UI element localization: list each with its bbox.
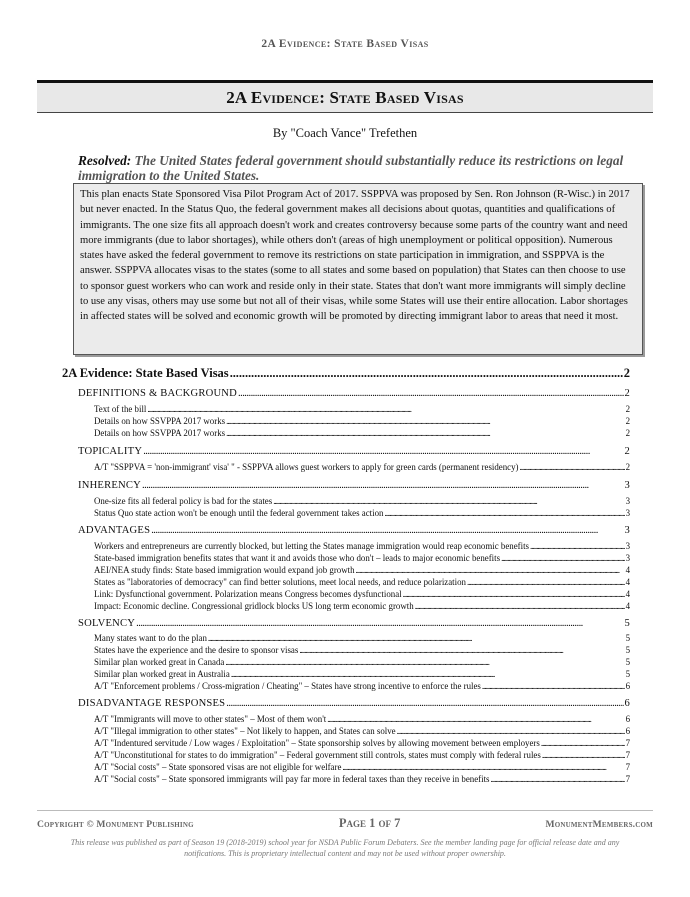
footer-disclaimer: This release was published as part of Season 19 (2018-2019) school year for NSDA Public Forum Debaters. See the member landing page for official release date and any notifications. This is proprietary intellectual content and may not be used without proper ownership.: [70, 838, 620, 858]
footer-copyright: Copyright © Monument Publishing: [37, 819, 194, 830]
toc-leader-dots: [482, 681, 625, 691]
toc-item-page: 5: [625, 633, 630, 643]
toc-leader-dots: [384, 508, 624, 518]
toc-item-page: 2: [625, 428, 630, 438]
toc-item-page: 5: [625, 669, 630, 679]
byline: By "Coach Vance" Trefethen: [272, 126, 418, 140]
toc-item-label: States have the experience and the desire to sponsor visas: [94, 645, 299, 655]
page-footer: [37, 816, 653, 831]
toc-section-page: 3: [624, 480, 630, 491]
title-bar: [37, 80, 653, 113]
footer-page-number: Page 1 of 7: [338, 816, 401, 830]
toc-leader-dots: [356, 565, 625, 575]
toc-section-label: ADVANTAGES: [78, 525, 151, 536]
toc-leader-dots: [136, 618, 623, 629]
toc-item-page: 3: [625, 541, 630, 551]
toc-item-page: 3: [625, 508, 630, 518]
toc-item-label: A/T "Indentured servitude / Low wages / Exploitation" – State sponsorship solves by allowing movement between employers: [94, 738, 540, 748]
toc-leader-dots: [143, 446, 623, 457]
toc-item-label: One-size fits all federal policy is bad for the states: [94, 496, 273, 506]
toc-item[interactable]: [94, 541, 630, 551]
toc-main-label: 2A Evidence: State Based Visas: [62, 366, 229, 380]
toc-item[interactable]: [94, 508, 630, 518]
toc-section-page: 3: [624, 525, 630, 536]
toc-leader-dots: [142, 480, 623, 491]
toc-leader-dots: [225, 657, 624, 667]
toc-item[interactable]: [94, 589, 630, 599]
toc-item-page: 7: [625, 762, 630, 772]
toc-section-topicality[interactable]: [78, 446, 630, 457]
resolution-text: The United States federal government should substantially reduce its restrictions on legal immigration to the United States.: [78, 153, 624, 183]
toc-item-page: 5: [625, 657, 630, 667]
toc-item-label: A/T "Social costs" – State sponsored visas are not eligible for welfare: [94, 762, 342, 772]
toc-item[interactable]: [94, 657, 630, 667]
toc-item-label: Details on how SSVPPA 2017 works: [94, 428, 226, 438]
toc-item-page: 6: [625, 726, 630, 736]
toc-item-label: Text of the bill: [94, 404, 147, 414]
resolution: [78, 153, 640, 183]
toc-leader-dots: [501, 553, 625, 563]
toc-item-label: Workers and entrepreneurs are currently blocked, but letting the States manage immigration would reap economic benefits: [94, 541, 529, 551]
toc-section-page: 2: [624, 446, 630, 457]
toc-item-label: Link: Dysfunctional government. Polarization means Congress becomes dysfunctional: [94, 589, 402, 599]
toc-item-page: 6: [625, 681, 630, 691]
toc-item-page: 6: [625, 714, 630, 724]
toc-leader-dots: [273, 496, 624, 506]
toc-section-label: SOLVENCY: [78, 618, 136, 629]
toc-leader-dots: [230, 366, 623, 381]
toc-item[interactable]: [94, 577, 630, 587]
toc-section-label: TOPICALITY: [78, 446, 143, 457]
toc-section-page: 6: [624, 698, 630, 709]
toc-item[interactable]: [94, 681, 630, 691]
toc-item[interactable]: [94, 633, 630, 643]
toc-item-label: A/T "Enforcement problems / Cross-migration / Cheating" – States have strong incentive to enforce the rules: [94, 681, 481, 691]
toc-leader-dots: [520, 462, 625, 472]
toc-leader-dots: [327, 714, 624, 724]
toc-leader-dots: [542, 750, 625, 760]
plan-summary-box: [73, 183, 643, 355]
toc-item-label: Details on how SSVPPA 2017 works: [94, 416, 226, 426]
toc-item-page: 5: [625, 645, 630, 655]
toc-item[interactable]: [94, 416, 630, 426]
toc-section-advantages[interactable]: [78, 525, 630, 536]
toc-item-label: Similar plan worked great in Australia: [94, 669, 230, 679]
toc-item-page: 2: [625, 404, 630, 414]
toc-leader-dots: [342, 762, 624, 772]
toc-leader-dots: [147, 404, 624, 414]
toc-leader-dots: [238, 388, 624, 399]
toc-section-label: DEFINITIONS & BACKGROUND: [78, 388, 237, 399]
toc-leader-dots: [226, 428, 624, 438]
toc-item[interactable]: [94, 726, 630, 736]
toc-leader-dots: [299, 645, 624, 655]
toc-item-label: A/T "Immigrants will move to other states" – Most of them won't: [94, 714, 327, 724]
toc-leader-dots: [151, 525, 623, 536]
toc-leader-dots: [415, 601, 625, 611]
toc-item[interactable]: [94, 645, 630, 655]
toc-item-page: 3: [625, 496, 630, 506]
toc-leader-dots: [226, 416, 624, 426]
toc-section-inherency[interactable]: [78, 480, 630, 491]
toc-item[interactable]: [94, 496, 630, 506]
toc-item[interactable]: [94, 553, 630, 563]
footer-divider: [37, 810, 653, 811]
toc-item[interactable]: [94, 738, 630, 748]
toc-item[interactable]: [94, 428, 630, 438]
toc-item[interactable]: [94, 601, 630, 611]
toc-section-disadvantage-responses[interactable]: [78, 698, 630, 709]
toc-leader-dots: [530, 541, 625, 551]
page-title: 2A Evidence: State Based Visas: [226, 87, 464, 107]
toc-item-page: 7: [625, 750, 630, 760]
toc-item[interactable]: [94, 669, 630, 679]
toc-item-label: A/T "Social costs" – State sponsored immigrants will pay far more in federal taxes than they receive in benefits: [94, 774, 490, 784]
toc-item[interactable]: [94, 774, 630, 784]
toc-leader-dots: [541, 738, 625, 748]
toc-item[interactable]: [94, 462, 630, 472]
resolution-lead: Resolved:: [78, 153, 132, 168]
toc-item-page: 4: [625, 601, 630, 611]
toc-item-label: Similar plan worked great in Canada: [94, 657, 225, 667]
toc-item-label: Impact: Economic decline. Congressional gridlock blocks US long term economic growth: [94, 601, 414, 611]
toc-main-entry[interactable]: [62, 366, 630, 381]
toc-item[interactable]: [94, 565, 630, 575]
footer-site-link[interactable]: MonumentMembers.com: [545, 819, 653, 830]
toc-leader-dots: [403, 589, 625, 599]
toc-section-solvency[interactable]: [78, 618, 630, 629]
toc-leader-dots: [231, 669, 625, 679]
toc-item[interactable]: [94, 404, 630, 414]
toc-item[interactable]: [94, 714, 630, 724]
toc-leader-dots: [467, 577, 625, 587]
toc-main-page: 2: [623, 366, 630, 380]
toc-item-label: Status Quo state action won't be enough until the federal government takes action: [94, 508, 384, 518]
toc-item[interactable]: [94, 762, 630, 772]
toc-item-page: 4: [625, 565, 630, 575]
toc-item-label: States as "laboratories of democracy" can find better solutions, meet local needs, and reduce polarization: [94, 577, 466, 587]
toc-section-label: DISADVANTAGE RESPONSES: [78, 698, 226, 709]
plan-summary-text: This plan enacts State Sponsored Visa Pilot Program Act of 2017. SSPPVA was proposed by Sen. Ron Johnson (R-Wisc.) in 2017 but never enacted. In the Status Quo, the federal government makes all decisions about quotas, quantities and qualifications of immigrants. The one size fits all approach doesn't work and creates controversy because some parts of the country want and need more immigrants (due to labor shortages), while others don't (areas of high unemployment or political opposition). Numerous states have asked the federal government to remove its restrictions on state participation in immigration, and SSPPVA is the answer. SSPPVA allocates visas to the states (some to all states and some based on population) that States can then choose to use to sponsor guest workers who can work and reside only in their state. States that don't want more immigrants will simply decline to use any visas, others may use some but not all of their visas, while some States will use their entire allocation. Labor shortages in affected states will be solved and economic growth will be promoted by directing immigrant labor to areas that need it most.: [80, 189, 630, 323]
toc-item-label: A/T "SSPPVA = 'non-immigrant' visa' " - SSPPVA allows guest workers to apply for green cards (permanent residency): [94, 462, 519, 472]
toc-item-page: 3: [625, 553, 630, 563]
toc-leader-dots: [397, 726, 625, 736]
toc-item-label: A/T "Illegal immigration to other states" – Not likely to happen, and States can solve: [94, 726, 396, 736]
toc-item-label: AEI/NEA study finds: State based immigration would expand job growth: [94, 565, 355, 575]
toc-item[interactable]: [94, 750, 630, 760]
toc-item-label: A/T "Unconstitutional for states to do immigration" – Federal government still controls, states must comply with federal rules: [94, 750, 541, 760]
toc-item-label: State-based immigration benefits states that want it and avoids those who don't – leads to major economic benefits: [94, 553, 501, 563]
toc-leader-dots: [226, 698, 623, 709]
toc-leader-dots: [491, 774, 625, 784]
toc-section-page: 2: [624, 388, 630, 399]
toc-item-page: 7: [625, 774, 630, 784]
toc-section-label: INHERENCY: [78, 480, 142, 491]
toc-item-page: 7: [625, 738, 630, 748]
toc-section-definitions[interactable]: [78, 388, 630, 399]
toc-item-label: Many states want to do the plan: [94, 633, 207, 643]
toc-section-page: 5: [624, 618, 630, 629]
toc-item-page: 4: [625, 577, 630, 587]
toc-item-page: 2: [625, 416, 630, 426]
running-header: 2A Evidence: State Based Visas: [261, 38, 429, 50]
toc-item-page: 2: [625, 462, 630, 472]
toc-item-page: 4: [625, 589, 630, 599]
toc-leader-dots: [208, 633, 625, 643]
